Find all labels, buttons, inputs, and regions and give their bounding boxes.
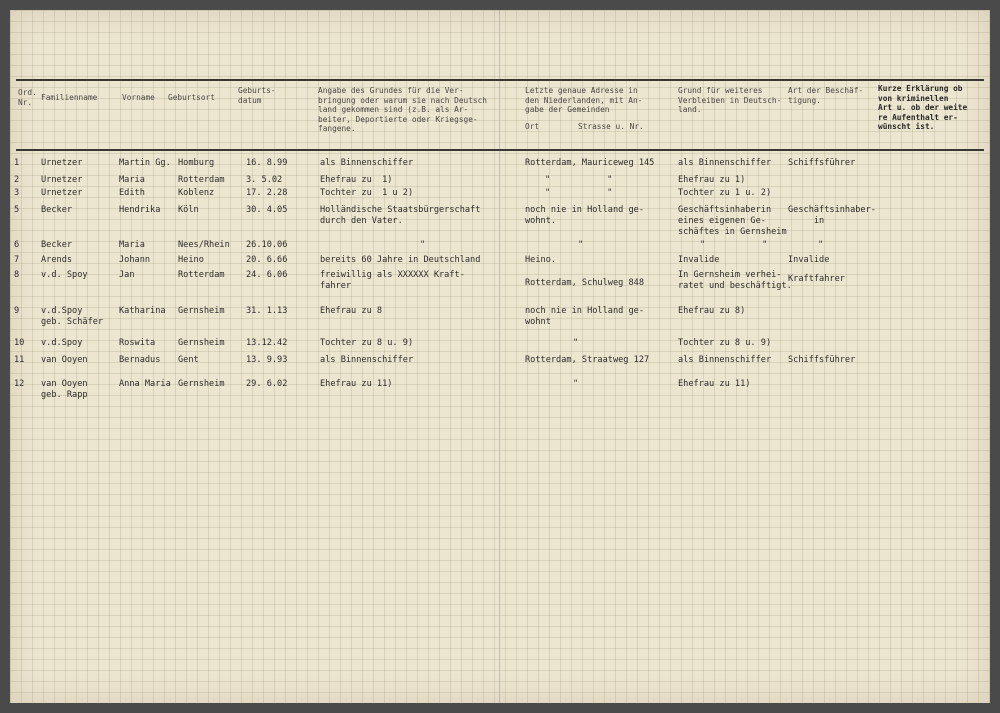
row-verbleib: als Binnenschiffer	[678, 158, 772, 168]
row-nr: 10	[14, 338, 25, 348]
row-nr: 2	[14, 175, 20, 185]
row-nr: 8	[14, 270, 20, 280]
row-adresse: "	[573, 379, 579, 389]
row-beschaeftigung: Schiffsführer	[788, 355, 856, 365]
row-adresse: noch nie in Holland ge- wohnt	[525, 306, 644, 327]
header-bottom-rule	[16, 149, 984, 151]
row-familienname: Urnetzer	[41, 158, 83, 168]
row-adresse: Rotterdam, Straatweg 127	[525, 355, 650, 365]
header-grund: Angabe des Grundes für die Ver- bringung oder warum sie nach Deutsch land gekommen sind (z.B. als Ar- beiter, Deportierte oder Kriegsge- fangene.	[318, 86, 487, 133]
row-adresse: Heino.	[525, 255, 557, 265]
row-verbleib: Ehefrau zu 1)	[678, 175, 746, 185]
row-geburtsdatum: 31. 1.13	[246, 306, 288, 316]
row-geburtsdatum: 13. 9.93	[246, 355, 288, 365]
header-top-rule	[16, 79, 984, 81]
row-familienname: van Ooyen geb. Rapp	[41, 379, 88, 400]
row-grund: Ehefrau zu 1)	[320, 175, 393, 185]
row-nr: 7	[14, 255, 20, 265]
row-verbleib: In Gernsheim verhei- ratet und beschäftigt.	[678, 270, 792, 291]
row-geburtsdatum: 3. 5.02	[246, 175, 283, 185]
row-geburtsort: Gent	[178, 355, 199, 365]
header-ord-nr: Ord. Nr.	[18, 88, 37, 107]
row-verbleib: " "	[700, 240, 768, 250]
row-geburtsort: Rotterdam	[178, 270, 225, 280]
page-fold	[499, 10, 501, 703]
row-vorname: Edith	[119, 188, 145, 198]
row-vorname: Maria	[119, 240, 145, 250]
header-adresse: Letzte genaue Adresse in den Niederlanden, mit An- gabe der Gemeinden	[525, 86, 643, 114]
row-grund: Tochter zu 1 u 2)	[320, 188, 414, 198]
row-geburtsort: Homburg	[178, 158, 215, 168]
header-geburtsdatum: Geburts- datum	[238, 86, 276, 105]
row-grund: bereits 60 Jahre in Deutschland	[320, 255, 481, 265]
row-familienname: v.d. Spoy	[41, 270, 88, 280]
row-geburtsdatum: 16. 8.99	[246, 158, 288, 168]
row-nr: 6	[14, 240, 20, 250]
row-beschaeftigung: Kraftfahrer	[788, 274, 845, 284]
row-beschaeftigung: Schiffsführer	[788, 158, 856, 168]
row-verbleib: Tochter zu 8 u. 9)	[678, 338, 772, 348]
row-familienname: Becker	[41, 205, 73, 215]
row-geburtsdatum: 17. 2.28	[246, 188, 288, 198]
row-beschaeftigung: Geschäftsinhaber- in	[788, 205, 876, 226]
row-adresse: "	[573, 338, 579, 348]
row-geburtsort: Rotterdam	[178, 175, 225, 185]
header-verbleib: Grund für weiteres Verbleiben in Deutsch- land.	[678, 86, 782, 114]
row-geburtsort: Heino	[178, 255, 204, 265]
row-nr: 1	[14, 158, 20, 168]
row-vorname: Roswita	[119, 338, 156, 348]
row-geburtsdatum: 30. 4.05	[246, 205, 288, 215]
row-vorname: Hendrika	[119, 205, 161, 215]
row-vorname: Martin Gg.	[119, 158, 171, 168]
row-vorname: Anna Maria	[119, 379, 171, 389]
row-grund: als Binnenschiffer	[320, 158, 414, 168]
row-adresse: " "	[545, 188, 613, 198]
row-geburtsort: Gernsheim	[178, 306, 225, 316]
row-geburtsdatum: 24. 6.06	[246, 270, 288, 280]
row-familienname: Urnetzer	[41, 188, 83, 198]
row-adresse: Rotterdam, Schulweg 848	[525, 278, 644, 288]
row-geburtsdatum: 20. 6.66	[246, 255, 288, 265]
header-vorname: Vorname	[122, 93, 155, 102]
row-adresse: " "	[545, 175, 613, 185]
row-geburtsort: Koblenz	[178, 188, 215, 198]
row-nr: 11	[14, 355, 25, 365]
header-strasse: Strasse u. Nr.	[578, 122, 644, 131]
header-familienname: Familienname	[41, 93, 98, 102]
row-vorname: Bernadus	[119, 355, 161, 365]
row-verbleib: Invalide	[678, 255, 720, 265]
row-vorname: Katharina	[119, 306, 166, 316]
header-erklaerung: Kurze Erklärung ob von kriminellen Art u. ob der weite re Aufenthalt er- wünscht ist.	[878, 84, 968, 131]
row-grund: "	[420, 240, 426, 250]
row-adresse: "	[578, 240, 584, 250]
row-familienname: v.d.Spoy	[41, 338, 83, 348]
row-adresse: noch nie in Holland ge- wohnt.	[525, 205, 644, 226]
row-vorname: Johann	[119, 255, 151, 265]
row-nr: 12	[14, 379, 25, 389]
row-familienname: Becker	[41, 240, 73, 250]
row-geburtsdatum: 26.10.06	[246, 240, 288, 250]
row-grund: freiwillig als XXXXXX Kraft- fahrer	[320, 270, 465, 291]
row-familienname: Arends	[41, 255, 73, 265]
header-geburtsort: Geburtsort	[168, 93, 215, 102]
row-nr: 5	[14, 205, 20, 215]
row-nr: 9	[14, 306, 20, 316]
row-vorname: Jan	[119, 270, 135, 280]
row-verbleib: Geschäftsinhaberin eines eigenen Ge- schäftes in Gernsheim	[678, 205, 787, 237]
row-grund: Ehefrau zu 8	[320, 306, 383, 316]
row-beschaeftigung: "	[818, 240, 824, 250]
row-geburtsort: Nees/Rhein	[178, 240, 230, 250]
row-geburtsort: Gernsheim	[178, 379, 225, 389]
row-verbleib: als Binnenschiffer	[678, 355, 772, 365]
row-familienname: v.d.Spoy geb. Schäfer	[41, 306, 104, 327]
row-familienname: van Ooyen	[41, 355, 88, 365]
row-nr: 3	[14, 188, 20, 198]
row-verbleib: Ehefrau zu 11)	[678, 379, 751, 389]
row-geburtsort: Gernsheim	[178, 338, 225, 348]
row-grund: Tochter zu 8 u. 9)	[320, 338, 414, 348]
row-geburtsdatum: 29. 6.02	[246, 379, 288, 389]
row-verbleib: Ehefrau zu 8)	[678, 306, 746, 316]
header-ort: Ort	[525, 122, 540, 131]
row-familienname: Urnetzer	[41, 175, 83, 185]
row-grund: Ehefrau zu 11)	[320, 379, 393, 389]
header-beschaeftigung: Art der Beschäf- tigung.	[788, 86, 864, 105]
row-beschaeftigung: Invalide	[788, 255, 830, 265]
row-geburtsdatum: 13.12.42	[246, 338, 288, 348]
row-grund: Holländische Staatsbürgerschaft durch den Vater.	[320, 205, 481, 226]
row-adresse: Rotterdam, Mauriceweg 145	[525, 158, 655, 168]
row-geburtsort: Köln	[178, 205, 199, 215]
row-vorname: Maria	[119, 175, 145, 185]
row-grund: als Binnenschiffer	[320, 355, 414, 365]
row-verbleib: Tochter zu 1 u. 2)	[678, 188, 772, 198]
